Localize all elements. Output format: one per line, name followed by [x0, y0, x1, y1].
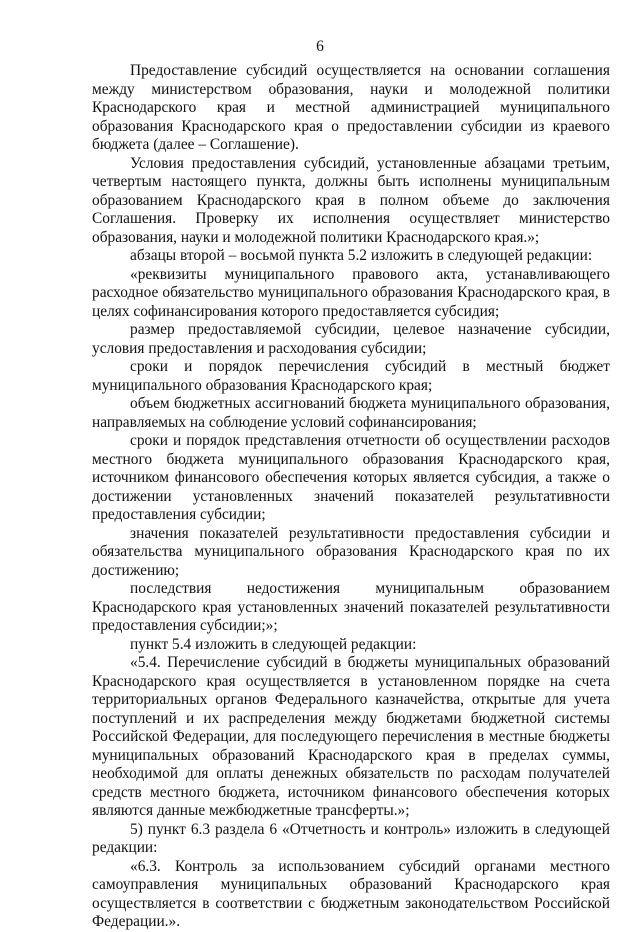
- paragraph: «5.4. Перечисление субсидий в бюджеты муниципальных образований Краснодарского края осуществляется в установленном порядке на счета территориальных органов Федерального казначейства, открытые для учета поступлений и их распределения между бюджетами бюджетной системы Российской Федерации, для последующего перечисления в местные бюджеты муниципальных образований Краснодарского края в пределах суммы, необходимой для оплаты денежных обязательств по расходам получателей средств местного бюджета, источником финансового обеспечения которых являются данные межбюджетные трансферты.»;: [92, 654, 610, 819]
- paragraph: Условия предоставления субсидий, установленные абзацами третьим, четвертым настоящего пункта, должны быть исполнены муниципальным образованием Краснодарского края в полном объеме до заключения Соглашения. Проверку их исполнения осуществляет министерство образования, науки и молодежной политики Краснодарского края.»;: [92, 154, 610, 246]
- paragraph: объем бюджетных ассигнований бюджета муниципального образования, направляемых на соблюдение условий софинансирования;: [92, 395, 610, 431]
- paragraph: значения показателей результативности предоставления субсидии и обязательства муниципального образования Краснодарского края по их достижению;: [92, 524, 610, 579]
- paragraph: размер предоставляемой субсидии, целевое назначение субсидии, условия предоставления и расходования субсидии;: [92, 321, 610, 357]
- page-number: 6: [316, 38, 324, 55]
- paragraph: Предоставление субсидий осуществляется на основании соглашения между министерством образования, науки и молодежной политики Краснодарского края и местной администрацией муниципального образования Краснодарского края о предоставлении субсидии из краевого бюджета (далее – Соглашение).: [92, 62, 610, 153]
- paragraph: «6.3. Контроль за использованием субсидий органами местного самоуправления муниципальных образований Краснодарского края осуществляется в соответствии с бюджетным законодательством Российской Федерации.».: [92, 857, 610, 930]
- paragraph: последствия недостижения муниципальным образованием Краснодарского края установленных значений показателей результативности предоставления субсидии;»;: [92, 580, 610, 634]
- paragraph: 5) пункт 6.3 раздела 6 «Отчетность и контроль» изложить в следующей редакции:: [92, 820, 610, 856]
- paragraph: «реквизиты муниципального правового акта, устанавливающего расходное обязательство муниципального образования Краснодарского края, в целях софинансирования которого предоставляется субсидия;: [92, 265, 610, 320]
- paragraph: пункт 5.4 изложить в следующей редакции:: [130, 635, 417, 653]
- paragraph: абзацы второй – восьмой пункта 5.2 изложить в следующей редакции:: [130, 247, 593, 264]
- paragraph: сроки и порядок перечисления субсидий в местный бюджет муниципального образования Краснодарского края;: [92, 358, 610, 394]
- document-body: [92, 62, 610, 932]
- paragraph: сроки и порядок представления отчетности об осуществлении расходов местного бюджета муниципального образования Краснодарского края, источником финансового обеспечения которых является субсидия, а также о достижении установленных значений показателей результативности предоставления субсидии;: [92, 432, 610, 523]
